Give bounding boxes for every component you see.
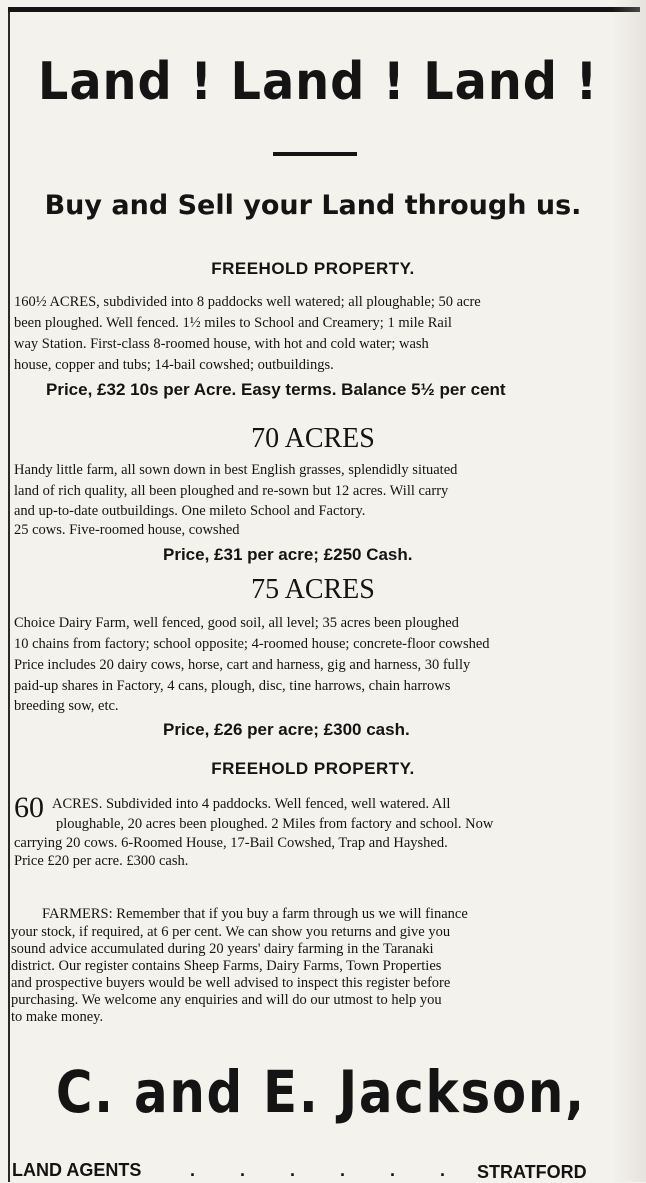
footer-dot-leader: . . . . . .	[190, 1160, 446, 1180]
footer-location: STRATFORD	[477, 1162, 587, 1182]
listing-1-line: house, copper and tubs; 14-bail cowshed; outbuildings.	[14, 357, 334, 373]
listing-1-line: way Station. First-class 8-roomed house, with hot and cold water; wash	[14, 336, 429, 352]
listing-4-title: FREEHOLD PROPERTY.	[211, 759, 415, 778]
farmers-note-line: your stock, if required, at 6 per cent. We can show you returns and give you	[11, 924, 451, 940]
agency-name: C. and E. Jackson,	[55, 1058, 586, 1126]
listing-3-line: paid-up shares in Factory, 4 cans, plough, disc, tine harrows, chain harrows	[14, 678, 451, 694]
listing-3-price: Price, £26 per acre; £300 cash.	[163, 720, 410, 739]
listing-3-line: breeding sow, etc.	[14, 698, 119, 714]
listing-2-line: Handy little farm, all sown down in best English grasses, splendidly situated	[14, 462, 458, 478]
listing-4-line: Price £20 per acre. £300 cash.	[14, 853, 189, 869]
listing-2-line: 25 cows. Five-roomed house, cowshed	[14, 522, 240, 538]
listing-1-line: 160½ ACRES, subdivided into 8 paddocks well watered; all ploughable; 50 acre	[14, 294, 481, 310]
farmers-note-line: and prospective buyers would be well advised to inspect this register before	[11, 975, 451, 991]
left-border-rule	[8, 12, 10, 1182]
listing-3-line: Choice Dairy Farm, well fenced, good soil, all level; 35 acres been ploughed	[14, 615, 459, 631]
subheadline: Buy and Sell your Land through us.	[44, 190, 582, 221]
listing-4-line: ploughable, 20 acres been ploughed. 2 Miles from factory and school. Now	[56, 816, 494, 832]
listing-1-price: Price, £32 10s per Acre. Easy terms. Balance 5½ per cent	[46, 380, 506, 399]
farmers-note-line: district. Our register contains Sheep Farms, Dairy Farms, Town Properties	[11, 958, 442, 974]
footer-land-agents: LAND AGENTS	[12, 1160, 142, 1180]
listing-1-title: FREEHOLD PROPERTY.	[211, 259, 415, 278]
listing-4-line: ACRES. Subdivided into 4 paddocks. Well fenced, well watered. All	[52, 796, 451, 812]
listing-3-line: 10 chains from factory; school opposite; 4-roomed house; concrete-floor cowshed	[14, 636, 490, 652]
farmers-note-line: sound advice accumulated during 20 years' dairy farming in the Taranaki	[11, 941, 434, 957]
listing-4-line: carrying 20 cows. 6-Roomed House, 17-Bail Cowshed, Trap and Hayshed.	[14, 835, 448, 851]
headline: Land ! Land ! Land !	[37, 52, 599, 112]
top-border-rule	[8, 7, 640, 12]
listing-4-acre-number: 60	[14, 791, 44, 824]
listing-3-line: Price includes 20 dairy cows, horse, cart and harness, gig and harness, 30 fully	[14, 657, 471, 673]
farmers-note-line: FARMERS: Remember that if you buy a farm through us we will finance	[42, 906, 468, 922]
page-edge-shadow	[612, 0, 646, 1182]
farmers-note-line: purchasing. We welcome any enquiries and will do our utmost to help you	[11, 992, 442, 1008]
listing-2-line: land of rich quality, all been ploughed and re-sown but 12 acres. Will carry	[14, 483, 449, 499]
listing-2-line: and up-to-date outbuildings. One mileto School and Factory.	[14, 503, 366, 519]
listing-2-title: 70 ACRES	[251, 423, 375, 454]
listing-1-line: been ploughed. Well fenced. 1½ miles to School and Creamery; 1 mile Rail	[14, 315, 452, 331]
headline-divider	[273, 152, 357, 156]
listing-3-title: 75 ACRES	[251, 574, 375, 605]
farmers-note-line: to make money.	[11, 1009, 104, 1025]
listing-2-price: Price, £31 per acre; £250 Cash.	[163, 545, 413, 564]
